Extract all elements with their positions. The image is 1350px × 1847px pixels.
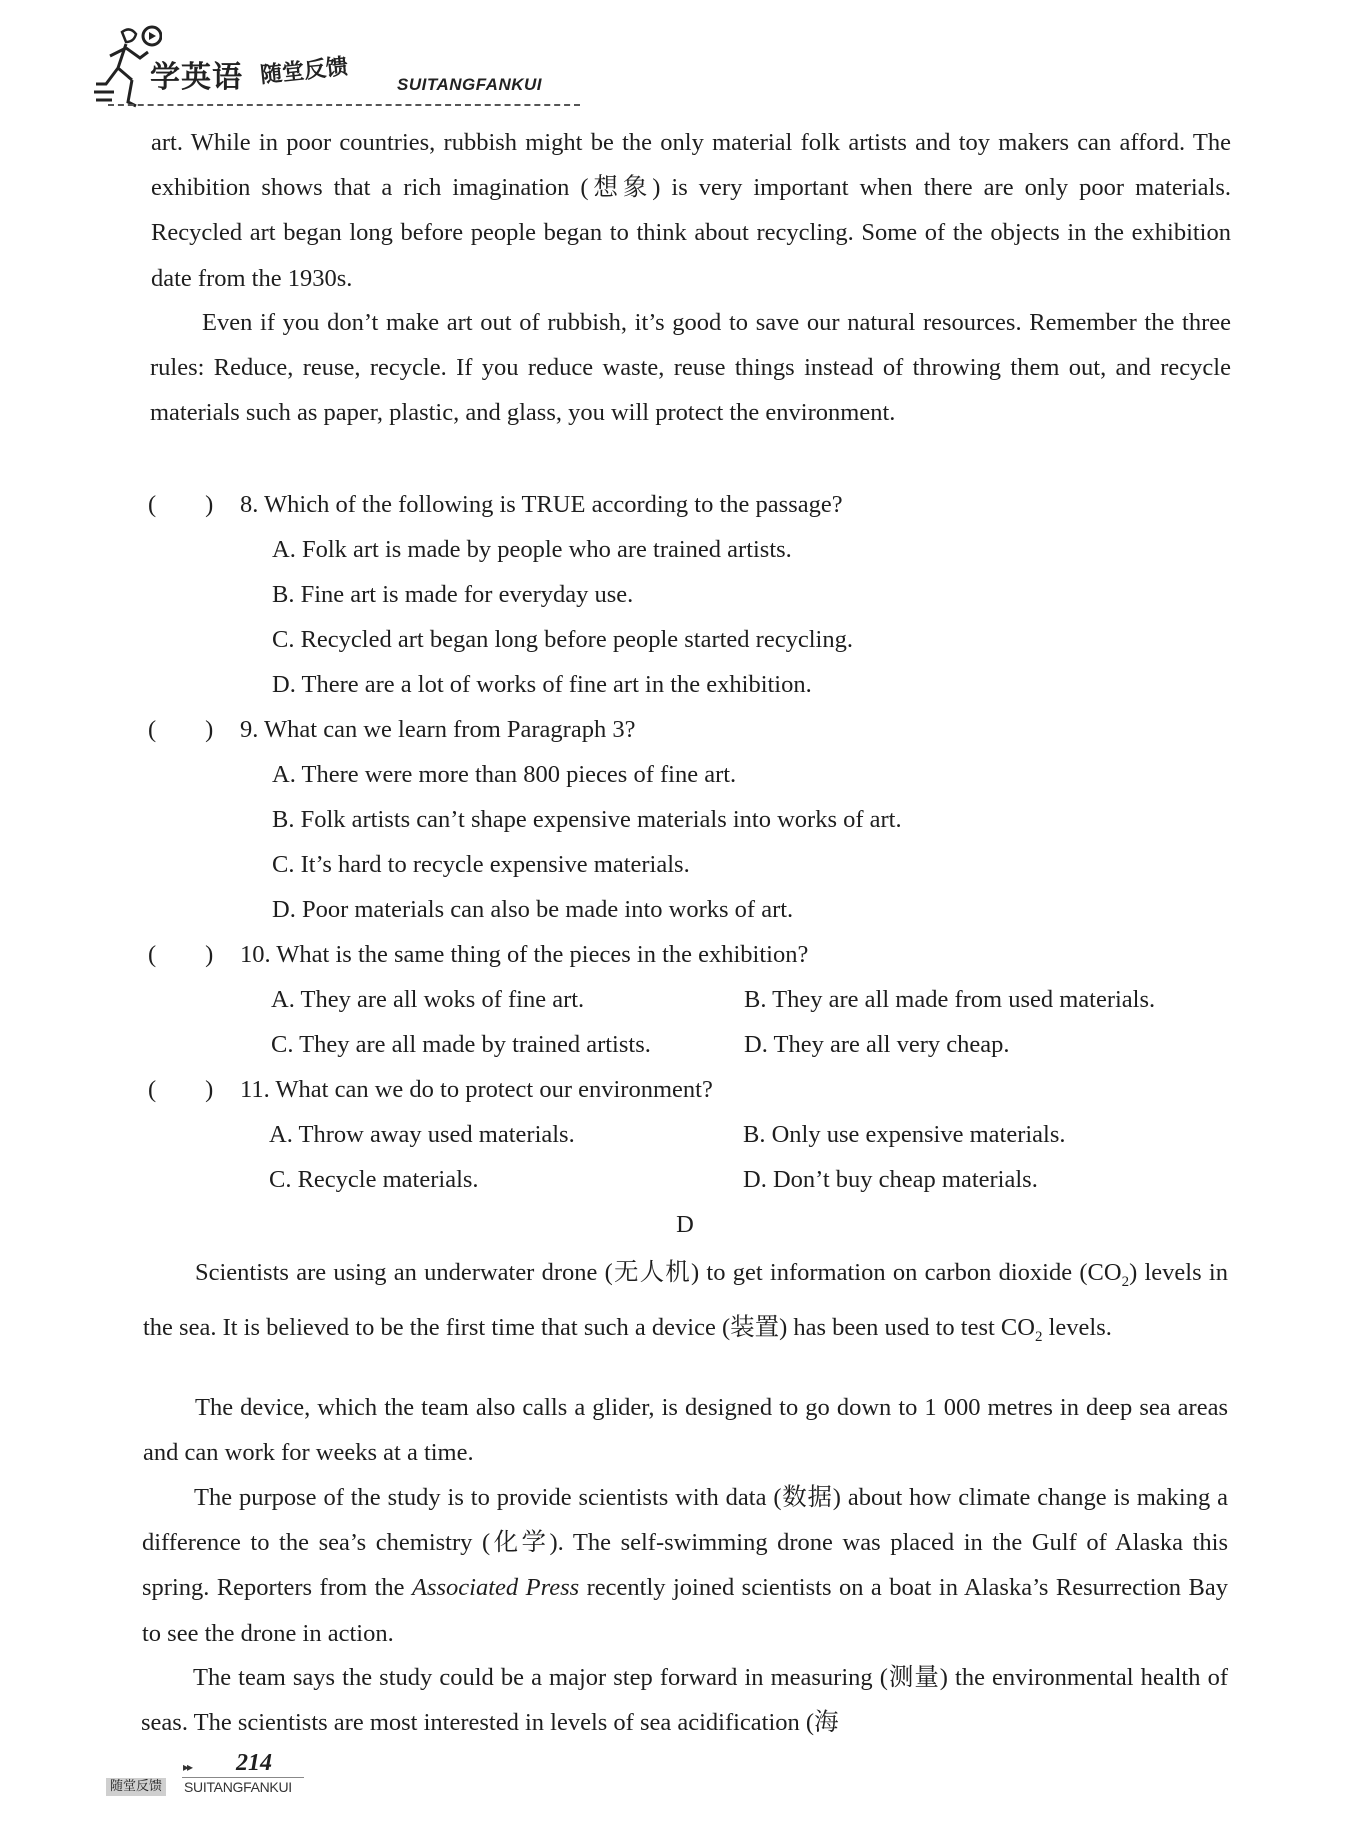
arrow-icon: ▸▸ — [183, 1760, 192, 1774]
question-9 — [148, 707, 635, 752]
answer-blank[interactable]: ( ) — [148, 491, 214, 518]
question-9-option-d: D. Poor materials can also be made into works of art. — [272, 896, 794, 923]
page-number: 214 — [236, 1750, 272, 1776]
passage-d-paragraph-3: The purpose of the study is to provide scientists with data (数据) about how climate change is making a difference to the sea’s chemistry (化学). The self-swimming drone was placed in the Gulf of Alaska this spring. Reporters from the Associated Press recently joined scientists on a boat in Alaska’s Resurrection Bay to see the drone in action. — [142, 1484, 1228, 1647]
question-11-option-c: C. Recycle materials. — [269, 1166, 479, 1193]
passage-c-paragraph-2: Even if you don’t make art out of rubbish, it’s good to save our natural resources. Remember the three rules: Reduce, reuse, recycle. If you reduce waste, reuse things instead of throwing them out, and recycle materials such as paper, plastic, and glass, you will protect the environment. — [150, 309, 1231, 427]
passage-d-paragraph-1: Scientists are using an underwater drone (无人机) to get information on carbon dioxide $(CO_2)$ levels in the sea. It is believed to be the first time that such a device (装置) has been used to test $CO_2$ levels. — [143, 1259, 1228, 1345]
question-9-option-a: A. There were more than 800 pieces of fine art. — [272, 761, 737, 788]
footer-label-cn: 随堂反馈 — [106, 1778, 166, 1796]
header-divider — [108, 104, 580, 106]
footer-label — [106, 1778, 304, 1796]
question-10-option-c: C. They are all made by trained artists. — [271, 1031, 651, 1058]
answer-blank[interactable]: ( ) — [148, 716, 214, 743]
question-stem: 11. What can we do to protect our environment? — [240, 1076, 713, 1103]
passage-d-heading: D — [676, 1211, 694, 1238]
question-stem: 10. What is the same thing of the pieces in the exhibition? — [240, 941, 809, 968]
brand-title: 学英语 — [150, 60, 243, 95]
question-9-option-c: C. It’s hard to recycle expensive materials. — [272, 851, 690, 878]
question-8-option-c: C. Recycled art began long before people started recycling. — [272, 626, 853, 653]
question-stem: 8. Which of the following is TRUE according to the passage? — [240, 491, 843, 518]
passage-d-paragraph-4: The team says the study could be a major step forward in measuring (测量) the environmental health of seas. The scientists are most interested in levels of sea acidification (海 — [141, 1664, 1228, 1737]
question-11-option-d: D. Don’t buy cheap materials. — [743, 1166, 1038, 1193]
question-11 — [148, 1067, 713, 1112]
footer-label-en: SUITANGFANKUI — [184, 1779, 292, 1795]
question-10 — [148, 932, 808, 977]
question-11-option-a: A. Throw away used materials. — [269, 1121, 575, 1148]
question-8-option-b: B. Fine art is made for everyday use. — [272, 581, 634, 608]
question-stem: 9. What can we learn from Paragraph 3? — [240, 716, 636, 743]
question-10-option-b: B. They are all made from used materials. — [744, 986, 1156, 1013]
question-9-option-b: B. Folk artists can’t shape expensive materials into works of art. — [272, 806, 902, 833]
page-header — [92, 22, 612, 122]
question-8-option-a: A. Folk art is made by people who are trained artists. — [272, 536, 792, 563]
question-10-option-a: A. They are all woks of fine art. — [271, 986, 585, 1013]
question-11-option-b: B. Only use expensive materials. — [743, 1121, 1066, 1148]
brand-subtitle: 随堂反馈 — [259, 54, 350, 89]
brand-english: SUITANGFANKUI — [397, 75, 543, 94]
question-10-option-d: D. They are all very cheap. — [744, 1031, 1010, 1058]
answer-blank[interactable]: ( ) — [148, 941, 214, 968]
question-8-option-d: D. There are a lot of works of fine art in the exhibition. — [272, 671, 812, 698]
question-8 — [148, 482, 843, 527]
answer-blank[interactable]: ( ) — [148, 1076, 214, 1103]
passage-d-paragraph-2: The device, which the team also calls a glider, is designed to go down to 1 000 metres in deep sea areas and can work for weeks at a time. — [143, 1394, 1228, 1467]
passage-c-paragraph-1: art. While in poor countries, rubbish might be the only material folk artists and toy makers can afford. The exhibition shows that a rich imagination (想象) is very important when there are only poor materials. Recycled art began long before people began to think about recycling. Some of the objects in the exhibition date from the 1930s. — [151, 129, 1231, 292]
